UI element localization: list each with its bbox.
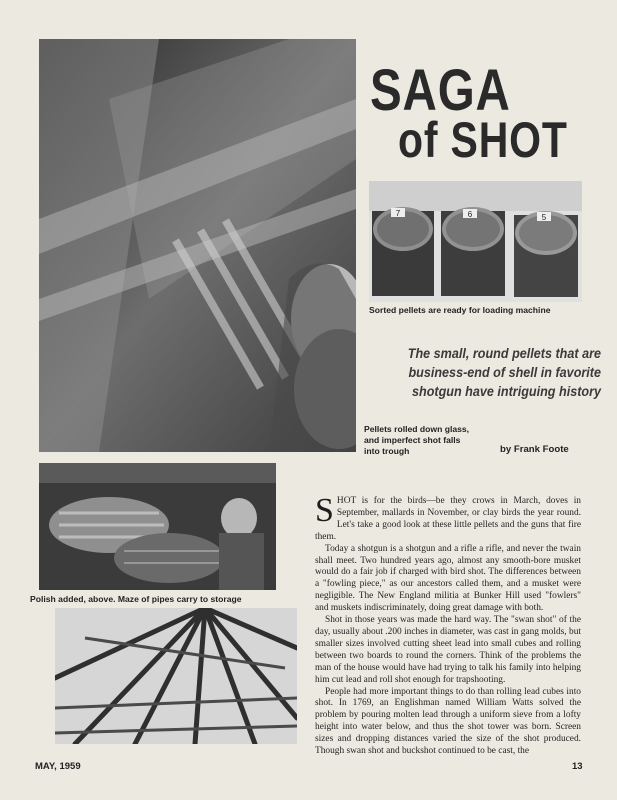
article-body [315, 492, 581, 758]
caption-trough: Pellets rolled down glass, and imperfect shot falls into trough [364, 424, 470, 456]
body-paragraph-1 [315, 492, 581, 544]
photo-worker-glass-image [39, 39, 356, 452]
can-label-1: 7 [395, 209, 401, 218]
photo-polish-machine [39, 463, 276, 590]
can-label-2: 6 [467, 210, 473, 219]
caption-sorted-pellets: Sorted pellets are ready for loading machine [369, 305, 551, 315]
article-dek: The small, round pellets that are business-end of shell in favorite shotgun have intriguing history [407, 345, 601, 399]
body-paragraph-3: Shot in those years was made the hard way. The "swan shot" of the day, usually about .200 inches in diameter, was cast in gang molds, but smaller sizes involved cutting sheet lead into small cubes and rolling between two boards to round the corners. Think of the problems the man of the house would have had trying to talk his family into helping him cut lead and roll shot enough for trapshooting. [315, 615, 581, 685]
photo-worker-glass [39, 39, 356, 452]
body-paragraph-4: People had more important things to do than rolling lead cubes into shot. In 1769, an Englishman named William Watts solved the problem by pouring molten lead through a uniform sieve from a lofty height into water below, and thus the shot tower was born. Screen sizes and dropping distances varied the size of the shot produced. Though swan shot and buckshot continued to be cast, the [315, 686, 581, 757]
page-title-line2: of SHOT [398, 112, 568, 168]
polish-machine-image [39, 463, 276, 590]
photo-pipe-maze [55, 608, 297, 744]
caption-polish: Polish added, above. Maze of pipes carry to storage [30, 594, 242, 604]
body-paragraph-2: Today a shotgun is a shotgun and a rifle a rifle, and never the twain shall meet. Two hundred years ago, almost any smooth-bore musket would do a fair job if charged with bird shot. The differences between a "fowling piece," as our ancestors called them, and a musket were negligible. The New England militia at Bunker Hill used "fowlers" and muskets indiscriminately, doing great damage with both. [315, 543, 581, 614]
can-label-3: 5 [541, 213, 547, 222]
drop-cap: S [315, 492, 334, 529]
photo-sorted-pellets [369, 181, 582, 302]
body-paragraph-1-text: HOT is for the birds—be they crows in March, doves in September, mallards in November, or clay birds the year round. Let's take a good look at these little pellets and the guns that fire them. [315, 496, 581, 542]
page-number: 13 [572, 761, 583, 772]
pellet-cans-image [369, 181, 582, 302]
footer-date: MAY, 1959 [35, 761, 81, 772]
page-title-line1: SAGA [370, 58, 511, 123]
byline: by Frank Foote [500, 444, 569, 455]
pipe-maze-image [55, 608, 297, 744]
